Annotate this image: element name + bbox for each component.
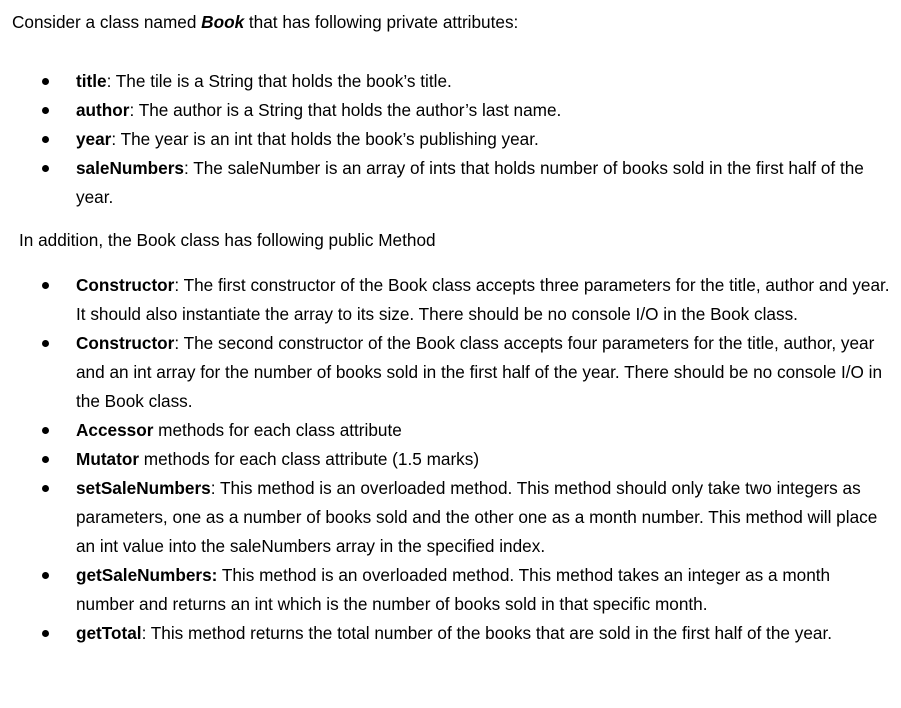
item-term: getSaleNumbers: — [76, 565, 218, 585]
list-item — [0, 125, 901, 154]
item-term: Mutator — [76, 449, 140, 469]
bullet-icon — [42, 136, 49, 143]
item-desc: : The author is a String that holds the author’s last name. — [129, 100, 562, 120]
item-term: title — [76, 71, 107, 91]
bullet-icon — [42, 107, 49, 114]
list-item — [0, 416, 901, 445]
bullet-icon — [42, 630, 49, 637]
item-term: Accessor — [76, 420, 154, 440]
item-desc: This method is an overloaded method. This method takes an integer as a month number and returns an int which is the number of books sold in that specific month. — [76, 565, 831, 614]
item-term: Constructor — [76, 275, 175, 295]
list-item — [0, 445, 901, 474]
bullet-icon — [42, 282, 49, 289]
list-item — [0, 561, 901, 619]
list-item — [0, 474, 901, 561]
bullet-icon — [42, 78, 49, 85]
list-item — [0, 329, 901, 416]
item-term: Constructor — [76, 333, 175, 353]
bullet-icon — [42, 456, 49, 463]
item-desc: : This method returns the total number of the books that are sold in the first half of the year. — [141, 623, 832, 643]
intro-paragraph — [12, 10, 518, 34]
item-desc: : The second constructor of the Book class accepts four parameters for the title, author, year and an int array for the number of books sold in the first half of the year. There should be no console I/O in the Book class. — [76, 333, 883, 411]
bullet-icon — [42, 165, 49, 172]
list-item — [0, 67, 901, 96]
item-term: year — [76, 129, 112, 149]
item-desc: : The first constructor of the Book class accepts three parameters for the title, author and year. It should also instantiate the array to its size. There should be no console I/O in the Book class. — [76, 275, 890, 324]
item-term: setSaleNumbers — [76, 478, 211, 498]
item-desc: : The year is an int that holds the book’s publishing year. — [111, 129, 539, 149]
item-desc: methods for each class attribute — [153, 420, 402, 440]
bullet-icon — [42, 340, 49, 347]
list-item — [0, 154, 901, 212]
intro-text-after: that has following private attributes: — [244, 12, 519, 32]
methods-heading: In addition, the Book class has following public Method — [19, 230, 436, 250]
intro-text-before: Consider a class named — [12, 12, 202, 32]
item-term: author — [76, 100, 130, 120]
item-desc: methods for each class attribute (1.5 marks) — [139, 449, 480, 469]
method-list — [0, 271, 901, 648]
attribute-list — [0, 67, 901, 212]
class-name: Book — [201, 12, 245, 32]
list-item — [0, 271, 901, 329]
item-term: saleNumbers — [76, 158, 184, 178]
item-desc: : This method is an overloaded method. This method should only take two integers as parameters, one as a number of books sold and the other one as a month number. This method will place an int value into the saleNumbers array in the specified index. — [76, 478, 878, 556]
item-desc: : The tile is a String that holds the book’s title. — [106, 71, 452, 91]
bullet-icon — [42, 572, 49, 579]
item-term: getTotal — [76, 623, 142, 643]
item-desc: : The saleNumber is an array of ints that holds number of books sold in the first half of the year. — [76, 158, 864, 207]
list-item — [0, 619, 901, 648]
list-item — [0, 96, 901, 125]
bullet-icon — [42, 427, 49, 434]
bullet-icon — [42, 485, 49, 492]
